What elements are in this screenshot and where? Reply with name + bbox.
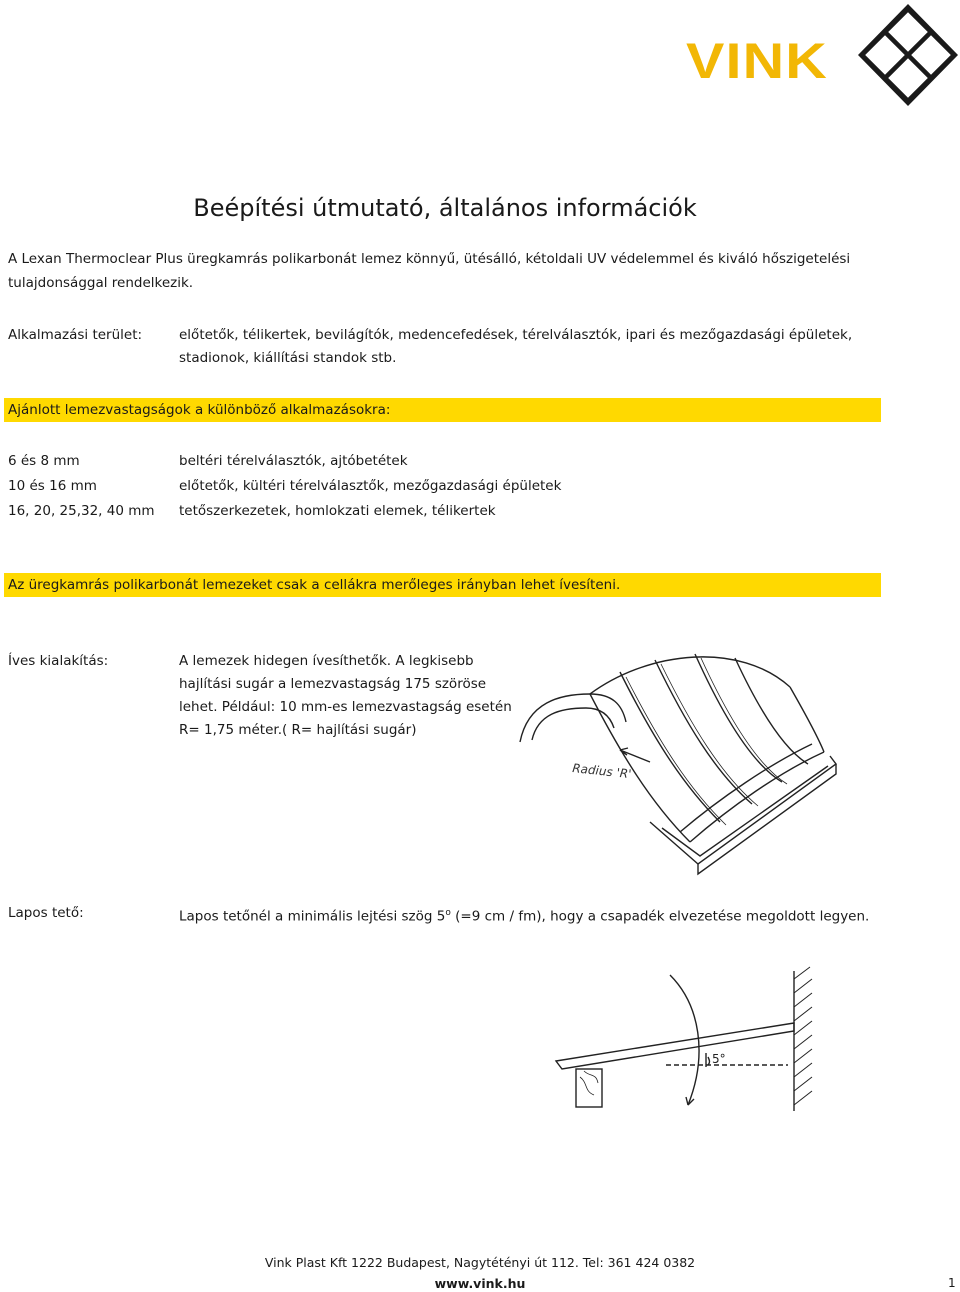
curved-line-3: lehet. Például: 10 mm-es lemezvastagság esetén — [179, 699, 512, 715]
application-line-1: előtetők, télikertek, bevilágítók, medencefedések, térelválasztók, ipari és mezőgazdasági épületek, — [179, 327, 853, 343]
thickness-row-3-size: 16, 20, 25,32, 40 mm — [8, 503, 155, 519]
flat-text — [179, 901, 869, 929]
flat-degree-mark: o — [445, 908, 451, 918]
footer-website[interactable]: www.vink.hu — [434, 1276, 526, 1291]
curved-roof-illustration — [490, 632, 840, 882]
intro-line-1: A Lexan Thermoclear Plus üregkamrás polikarbonát lemez könnyű, ütésálló, kétoldali UV védelemmel és kiváló hőszigetelési — [8, 251, 851, 267]
bending-note-band: Az üregkamrás polikarbonát lemezeket csak a cellákra merőleges irányban lehet ívesíteni. — [4, 573, 881, 597]
flat-roof-illustration — [548, 965, 838, 1115]
thickness-row-2-use: előtetők, kültéri térelválasztők, mezőgazdasági épületek — [179, 478, 562, 494]
curved-line-4: R= 1,75 méter.( R= hajlítási sugár) — [179, 722, 417, 738]
brand-logo-text: VINK — [686, 33, 828, 89]
thickness-row-2-size: 10 és 16 mm — [8, 478, 97, 494]
footer-company: Vink Plast Kft 1222 Budapest, Nagytétényi út 112. Tel: 361 424 0382 — [264, 1255, 696, 1270]
page-title: Beépítési útmutató, általános információk — [193, 194, 697, 222]
flat-text-after: (=9 cm / fm), hogy a csapadék elvezetése megoldott legyen. — [450, 908, 870, 925]
radius-figure-label: Radius 'R' — [571, 761, 633, 782]
thickness-row-1-size: 6 és 8 mm — [8, 453, 80, 469]
brand-diamond-logo-icon — [856, 2, 960, 108]
application-line-2: stadionok, kiállítási standok stb. — [179, 350, 397, 366]
curved-line-1: A lemezek hidegen ívesíthetők. A legkisebb — [179, 653, 474, 669]
thickness-row-3-use: tetőszerkezetek, homlokzati elemek, télikertek — [179, 503, 496, 519]
thickness-row-1-use: beltéri térelválasztók, ajtóbetétek — [179, 453, 408, 469]
angle-figure-label: 5° — [712, 1052, 726, 1066]
recommended-heading-band: Ajánlott lemezvastagságok a különböző alkalmazásokra: — [4, 398, 881, 422]
application-label: Alkalmazási terület: — [8, 327, 143, 343]
flat-text-before: Lapos tetőnél a minimális lejtési szög 5 — [179, 908, 446, 925]
page-number: 1 — [948, 1276, 956, 1290]
flat-label: Lapos tető: — [8, 905, 84, 921]
curved-line-2: hajlítási sugár a lemezvastagság 175 szöröse — [179, 676, 487, 692]
intro-line-2: tulajdonsággal rendelkezik. — [8, 275, 194, 291]
curved-label: Íves kialakítás: — [8, 653, 109, 669]
